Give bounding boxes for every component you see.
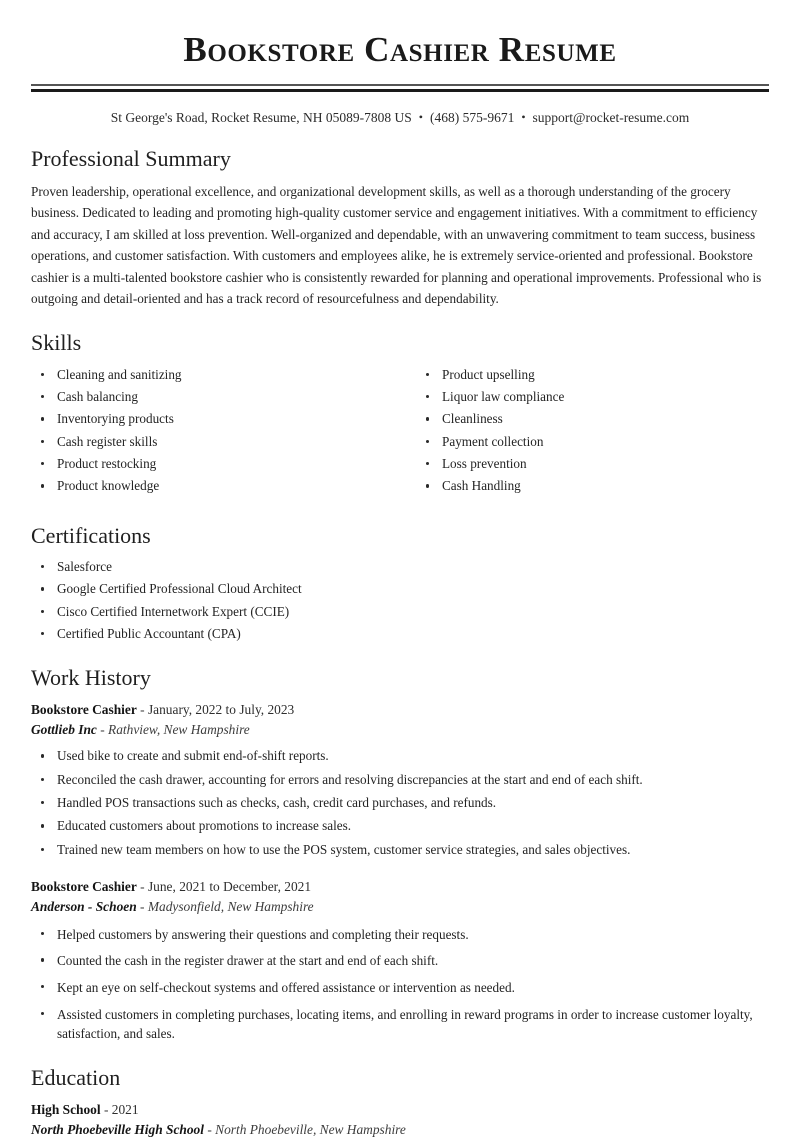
section-certifications <box>31 523 769 643</box>
list-item: Cisco Certified Internetwork Expert (CCIE) <box>31 603 769 621</box>
header-divider <box>31 84 769 92</box>
list-item: Product knowledge <box>31 477 400 495</box>
contact-email[interactable]: support@rocket-resume.com <box>532 109 690 125</box>
education-school: North Phoebeville High School <box>31 1122 204 1138</box>
list-item: Kept an eye on self-checkout systems and offered assistance or intervention as needed. <box>31 978 769 997</box>
job-company-line <box>31 720 769 740</box>
contact-phone[interactable]: (468) 575-9671 <box>429 109 515 125</box>
list-item: Payment collection <box>416 433 769 451</box>
contact-separator-2: • <box>521 109 526 124</box>
list-item: Google Certified Professional Cloud Architect <box>31 580 769 598</box>
job-dates: January, 2022 to July, 2023 <box>147 702 295 718</box>
certifications-list <box>31 558 769 643</box>
job-location: Rathview, New Hampshire <box>108 722 250 738</box>
education-degree: High School <box>31 1102 101 1118</box>
section-skills <box>31 330 769 499</box>
skills-list-left <box>31 366 400 495</box>
list-item: Cleaning and sanitizing <box>31 366 400 384</box>
section-education <box>31 1065 769 1140</box>
section-heading-skills: Skills <box>31 330 82 356</box>
list-item: Educated customers about promotions to increase sales. <box>31 817 769 835</box>
section-heading-work-history: Work History <box>31 664 151 690</box>
job-dash: - <box>100 722 105 738</box>
divider-line-bottom <box>31 89 769 92</box>
list-item: Used bike to create and submit end-of-shift reports. <box>31 747 769 765</box>
education-entry <box>31 1100 769 1140</box>
education-degree-line <box>31 1100 769 1120</box>
job-location: Madysonfield, New Hampshire <box>147 899 314 915</box>
education-dash: - <box>103 1102 109 1118</box>
section-heading-certifications: Certifications <box>31 522 151 548</box>
job-role: Bookstore Cashier <box>31 879 137 895</box>
work-history-entry <box>31 700 769 858</box>
section-heading-summary: Professional Summary <box>31 145 231 171</box>
job-title-line <box>31 700 769 720</box>
skills-column-right <box>400 366 769 500</box>
education-school-line <box>31 1120 769 1140</box>
list-item: Reconciled the cash drawer, accounting for errors and resolving discrepancies at the start and end of each shift. <box>31 771 769 789</box>
contact-line <box>31 109 769 128</box>
list-item: Cleanliness <box>416 410 769 428</box>
list-item: Salesforce <box>31 558 769 576</box>
list-item: Liquor law compliance <box>416 388 769 406</box>
job-responsibilities-list <box>31 747 769 858</box>
work-history-entry <box>31 877 769 1042</box>
contact-address: St George's Road, Rocket Resume, NH 05089-7808 US <box>110 109 412 125</box>
section-work-history <box>31 665 769 1043</box>
job-company: Anderson - Schoen <box>31 899 137 915</box>
skills-column-left <box>31 366 400 500</box>
job-dash: - <box>140 702 145 718</box>
list-item: Product restocking <box>31 455 400 473</box>
education-location: North Phoebeville, New Hampshire <box>215 1122 406 1138</box>
job-dash: - <box>140 879 145 895</box>
list-item: Cash balancing <box>31 388 400 406</box>
job-role: Bookstore Cashier <box>31 702 137 718</box>
section-heading-education: Education <box>31 1064 121 1090</box>
list-item: Assisted customers in completing purchases, locating items, and enrolling in reward programs in order to increase customer loyalty, satisfaction, and sales. <box>31 1005 769 1043</box>
page-title: Bookstore Cashier Resume <box>183 30 617 69</box>
list-item: Trained new team members on how to use the POS system, customer service strategies, and sales objectives. <box>31 841 769 859</box>
job-company: Gottlieb Inc <box>31 722 97 738</box>
list-item: Counted the cash in the register drawer at the start and end of each shift. <box>31 951 769 970</box>
section-professional-summary <box>31 146 769 310</box>
job-dates: June, 2021 to December, 2021 <box>147 879 312 895</box>
education-year: 2021 <box>111 1102 139 1118</box>
list-item: Handled POS transactions such as checks, cash, credit card purchases, and refunds. <box>31 794 769 812</box>
skills-list-right <box>416 366 769 495</box>
job-responsibilities-list <box>31 925 769 1043</box>
list-item: Cash Handling <box>416 477 769 495</box>
list-item: Loss prevention <box>416 455 769 473</box>
job-company-line <box>31 897 769 917</box>
contact-separator-1: • <box>418 109 423 124</box>
job-title-line <box>31 877 769 897</box>
list-item: Inventorying products <box>31 410 400 428</box>
list-item: Cash register skills <box>31 433 400 451</box>
list-item: Helped customers by answering their questions and completing their requests. <box>31 925 769 944</box>
job-dash: - <box>140 899 145 915</box>
list-item: Certified Public Accountant (CPA) <box>31 625 769 643</box>
education-dash: - <box>207 1122 212 1138</box>
skills-columns <box>31 366 769 500</box>
summary-paragraph: Proven leadership, operational excellence, and organizational development skills, as well as a thorough understanding of the grocery business. Dedicated to leading and promoting high-quality customer service and engagement initiatives. With a commitment to efficiency and accuracy, I am skilled at loss prevention. Well-organized and dependable, with an unwavering commitment to team success, business operations, and customer satisfaction. With customers and employees alike, he is extremely service-oriented and professional. Bookstore cashier is a multi-talented bookstore cashier who is consistently rewarded for planning and operational improvements. Professional who is outgoing and detail-oriented and has a track record of resourcefulness and dependability. <box>31 184 762 306</box>
list-item: Product upselling <box>416 366 769 384</box>
